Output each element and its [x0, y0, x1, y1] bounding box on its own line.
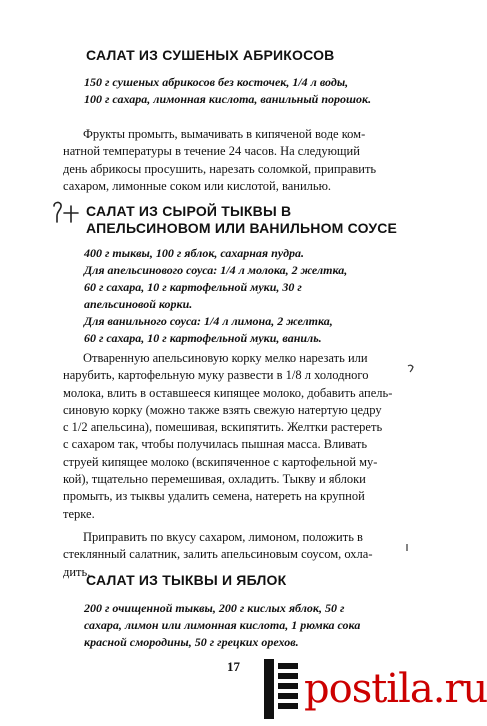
method-line: дить.	[63, 564, 91, 579]
margin-tick-icon	[403, 543, 411, 553]
handwritten-plus-mark-icon	[48, 200, 82, 228]
postila-logo-icon	[262, 659, 300, 719]
method-line: Отваренную апельсиновую корку мелко нарезать или	[83, 351, 368, 365]
method-line: промыть, из тыквы удалить семена, натереть на крупной	[63, 489, 365, 504]
ingredient-line: апельсиновой корки.	[84, 297, 193, 311]
recipe2-title-line2: АПЕЛЬСИНОВОМ ИЛИ ВАНИЛЬНОМ СОУСЕ	[86, 220, 398, 236]
method-line: с 1/2 апельсина), помешивая, вскипятить. Желтки растереть	[63, 420, 383, 435]
ingredient-line: 60 г сахара, 10 г картофельной муки, ваниль.	[84, 331, 322, 345]
method-line: нарубить, картофельную муку развести в 1/8 л холодного	[63, 368, 369, 383]
watermark-text: postila.ru	[304, 666, 487, 712]
ingredient-line: Для апельсинового соуса: 1/4 л молока, 2 желтка,	[84, 263, 348, 277]
ingredient-line: 150 г сушеных абрикосов без косточек, 1/4 л воды,	[84, 75, 349, 89]
recipe2-title-line1: САЛАТ ИЗ СЫРОЙ ТЫКВЫ В	[86, 203, 292, 219]
method-line: терке.	[63, 506, 95, 521]
ingredient-line: Для ванильного соуса: 1/4 л лимона, 2 желтка,	[84, 314, 333, 328]
recipe3-title: САЛАТ ИЗ ТЫКВЫ И ЯБЛОК	[86, 572, 287, 588]
ingredient-line: 100 г сахара, лимонная кислота, ванильный порошок.	[84, 92, 372, 106]
ingredient-line: 200 г очищенной тыквы, 200 г кислых яблок, 50 г	[84, 601, 345, 615]
recipe1-method	[63, 126, 407, 195]
postila-watermark	[262, 655, 487, 726]
method-line: Фрукты промыть, вымачивать в кипяченой воде ком-	[83, 127, 366, 141]
method-line: с сахаром так, чтобы получилась пышная масса. Вливать	[63, 437, 368, 452]
recipe2-method-part1	[63, 350, 407, 523]
page-number: 17	[227, 659, 240, 674]
recipe1-title: САЛАТ ИЗ СУШЕНЫХ АБРИКОСОВ	[86, 47, 335, 63]
method-line: кой), тщательно перемешивая, охладить. Тыкву и яблоки	[63, 472, 366, 487]
method-line: день абрикосы просушить, нарезать соломкой, приправить	[63, 161, 377, 176]
ingredient-line: 400 г тыквы, 100 г яблок, сахарная пудра.	[84, 246, 305, 260]
method-line: молока, влить в оставшееся кипящее молоко, добавить апель-	[63, 385, 393, 400]
ingredient-line: 60 г сахара, 10 г картофельной муки, 30 г	[84, 280, 302, 294]
recipe3-ingredients	[84, 600, 406, 651]
recipe2-ingredients	[84, 245, 406, 347]
method-line: струей кипящее молоко (вскипяченное с картофельной му-	[63, 454, 378, 469]
method-line: сахаром, лимонные соком или кислотой, ванилью.	[63, 178, 332, 193]
method-line: стеклянный салатник, залить апельсиновым соусом, охла-	[63, 547, 373, 562]
method-line: синовую корку (можно также взять свежую натертую цедру	[63, 402, 382, 417]
ingredient-line: сахара, лимон или лимонная кислота, 1 рюмка сока	[84, 618, 361, 632]
ingredient-line: красной смородины, 50 г грецких орехов.	[84, 635, 299, 649]
method-line: Приправить по вкусу сахаром, лимоном, положить в	[83, 530, 363, 544]
method-line: натной температуры в течение 24 часов. На следующий	[63, 144, 360, 159]
margin-tick-icon	[406, 364, 416, 374]
recipe1-ingredients	[84, 74, 406, 108]
